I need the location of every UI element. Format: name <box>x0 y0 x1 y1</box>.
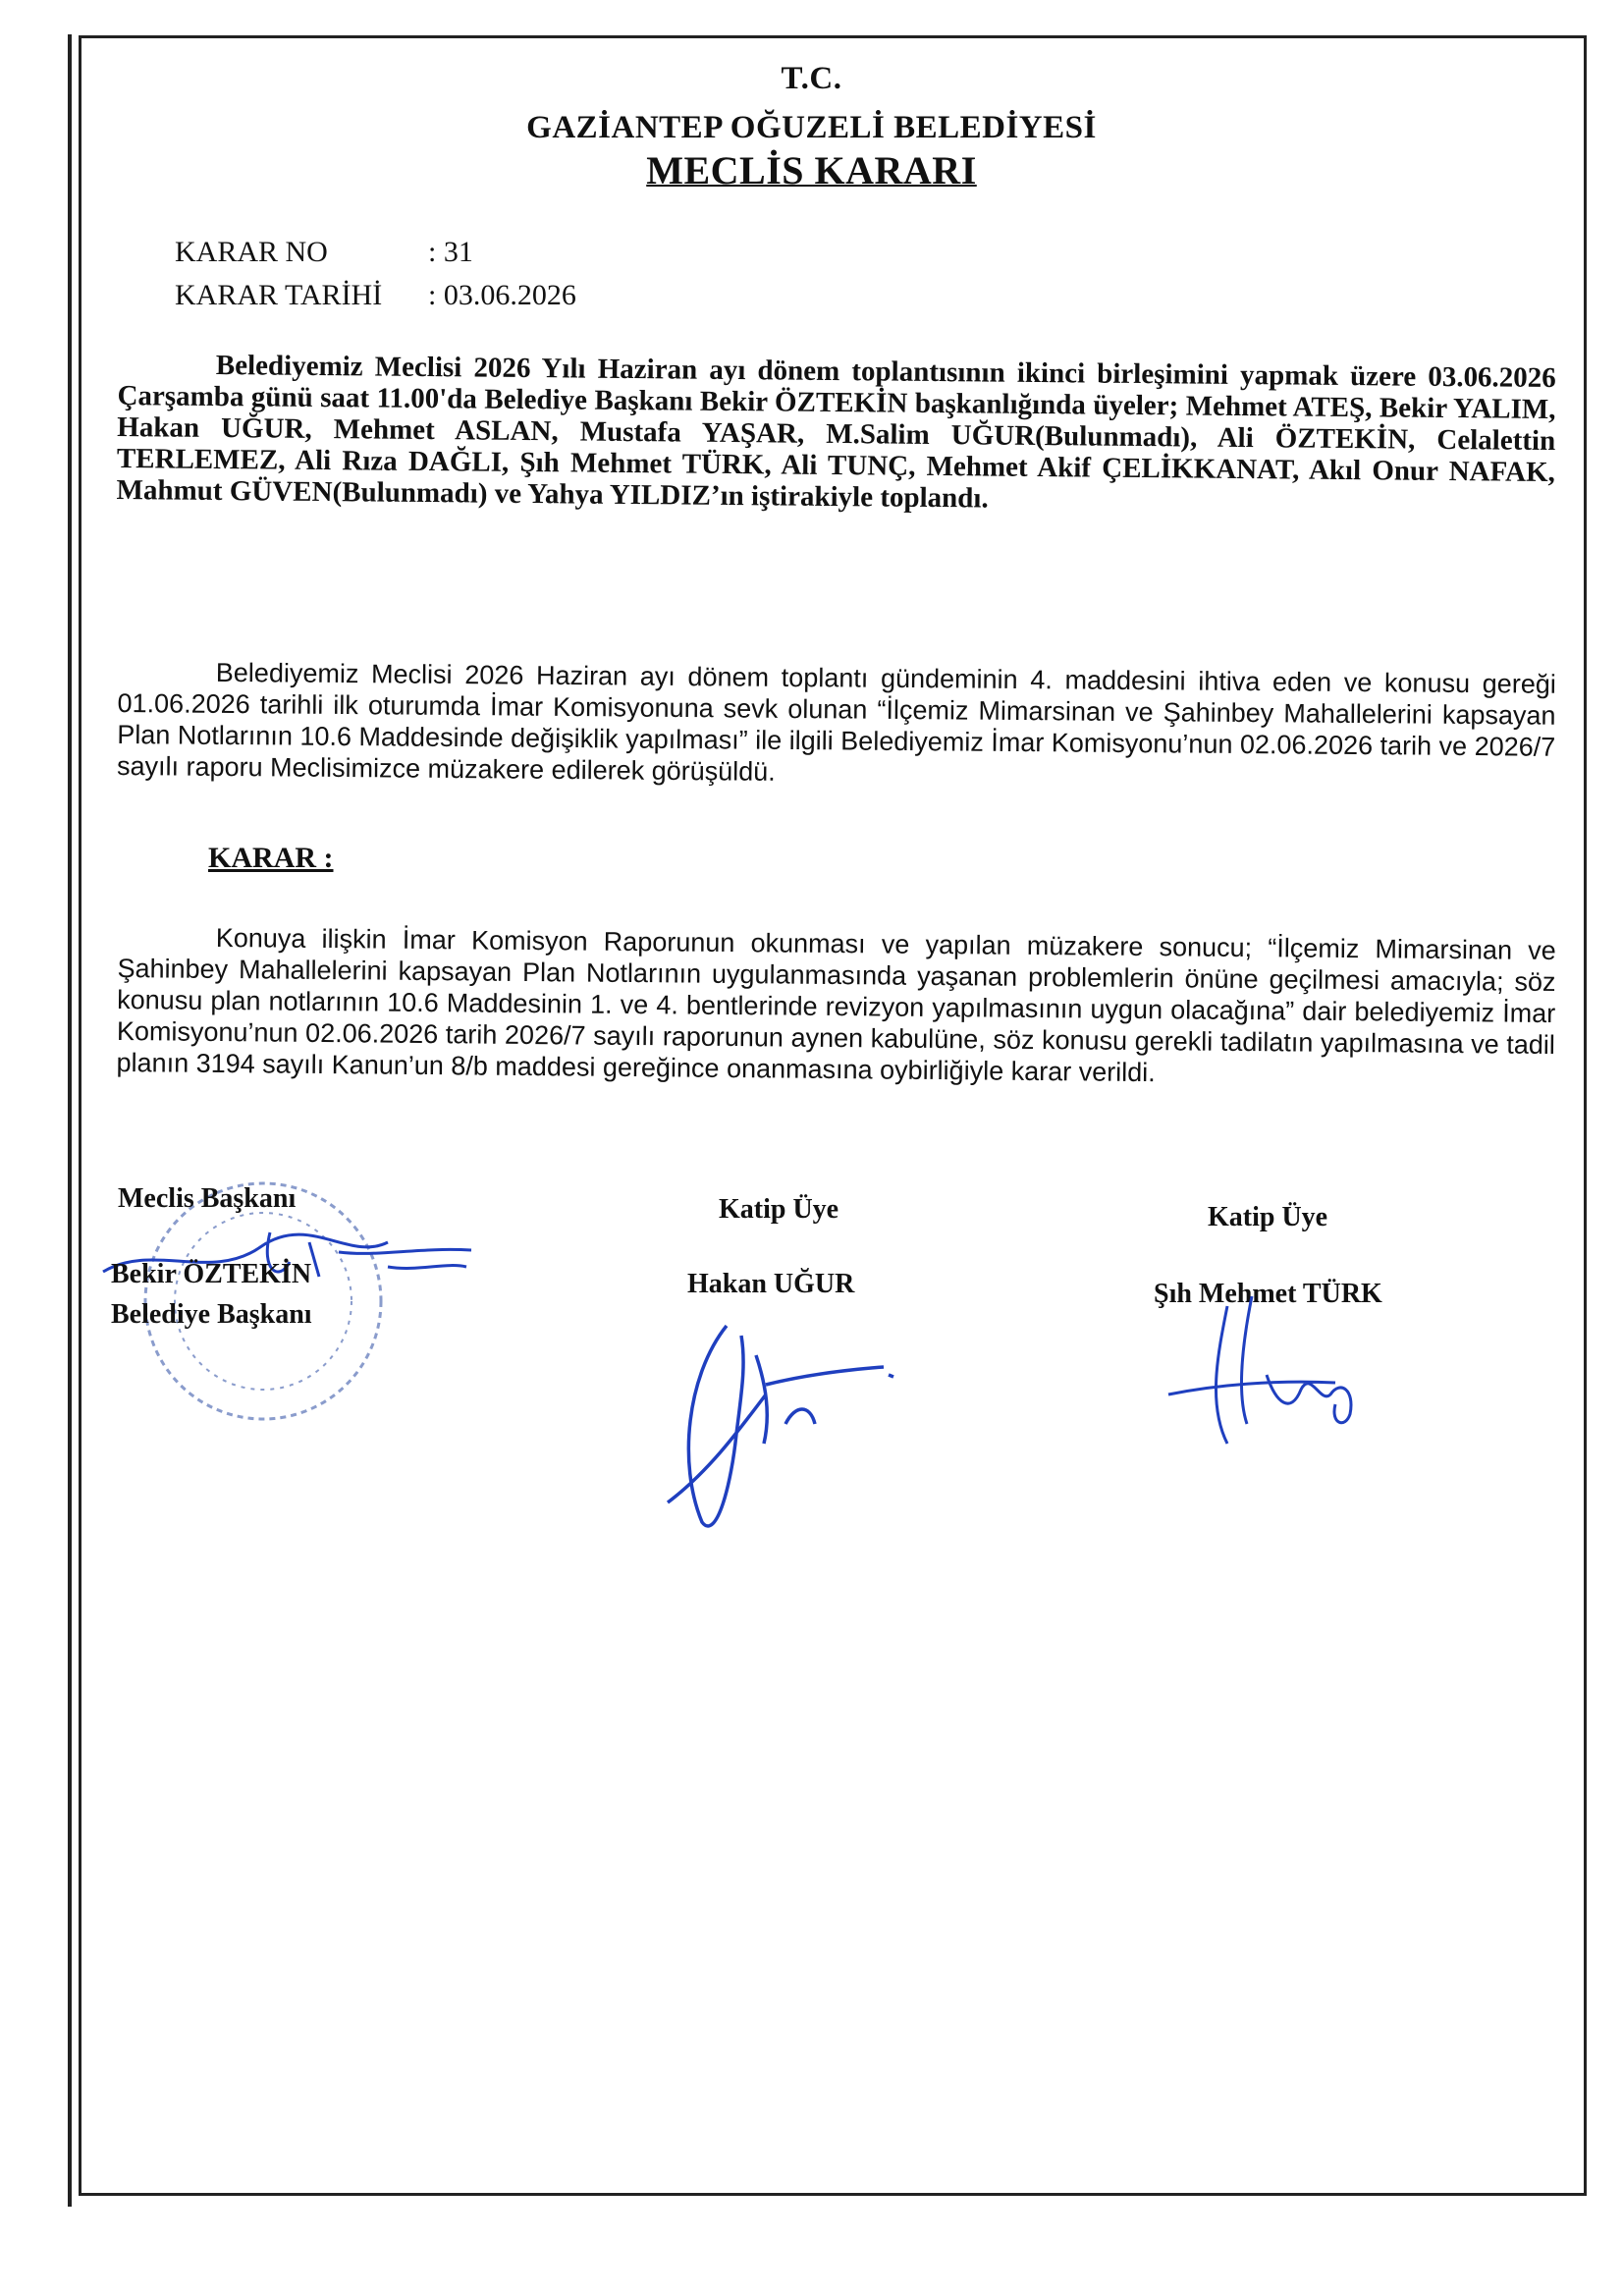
decision-date-value: : 03.06.2026 <box>428 279 576 311</box>
decision-number-row <box>175 236 473 269</box>
president-signature <box>93 1203 486 1311</box>
clerk-2-title: Katip Üye <box>1208 1202 1328 1232</box>
clerk-1-signature <box>648 1316 913 1542</box>
decision-paragraph <box>116 921 1555 1092</box>
clerk-1-name: Hakan UĞUR <box>687 1269 855 1299</box>
clerk-1-title: Katip Üye <box>719 1194 839 1225</box>
meeting-paragraph-text: Belediyemiz Meclisi 2026 Yılı Haziran ayı dönem toplantısının ikinci birleşimini yapmak üzere 03.06.2026 Çarşamba günü saat 11.00'da Belediye Başkanı Bekir ÖZTEKİN başkanlığında üyeler; Mehmet ATEŞ, Bekir YALIM, Hakan UĞUR, Mehmet ASLAN, Mustafa YAŞAR, M.Salim UĞUR(Bulunmadı), Ali ÖZTEKİN, Celalettin TERLEMEZ, Ali Rıza DAĞLI, Şıh Mehmet TÜRK, Ali TUNÇ, Mehmet Akif ÇELİKKANAT, Akıl Onur NAFAK, Mahmut GÜVEN(Bulunmadı) ve Yahya YILDIZ’ın iştirakiyle toplandı. <box>116 349 1556 515</box>
clerk-2-signature <box>1159 1296 1384 1453</box>
agenda-paragraph-text: Belediyemiz Meclisi 2026 Haziran ayı dönem toplantı gündeminin 4. maddesini ihtiva eden ve konusu gereği 01.06.2026 tarihli ilk oturumda İmar Komisyonuna sevk olunan “İlçemiz Mimarsinan ve Şahinbey Mahallelerini kapsayan Plan Notlarının 10.6 Maddesinde değişiklik yapılması” ile ilgili Belediyemiz İmar Komisyonu’nun 02.06.2026 tarih ve 2026/7 sayılı raporu Meclisimizce müzakere edilerek görüşüldü. <box>116 657 1556 787</box>
president-name: Bekir ÖZTEKİN <box>111 1259 312 1289</box>
decision-number-value: : 31 <box>428 236 473 268</box>
meeting-paragraph <box>116 349 1555 519</box>
decision-number-label: KARAR NO <box>175 236 328 268</box>
document-title: MECLİS KARARI <box>646 148 977 192</box>
header-municipality: GAZİANTEP OĞUZELİ BELEDİYESİ <box>526 110 1097 145</box>
decision-date-row <box>175 279 576 312</box>
president-role: Belediye Başkanı <box>111 1299 312 1330</box>
decision-date-label: KARAR TARİHİ <box>175 279 383 311</box>
decision-paragraph-text: Konuya ilişkin İmar Komisyon Raporunun okunması ve yapılan müzakere sonucu; “İlçemiz Mimarsinan ve Şahinbey Mahallelerini kapsayan Plan Notlarının uygulanmasında yaşanan problemlerin önüne geçilmesi amacıyla; söz konusu plan notlarının 10.6 Maddesinin 1. ve 4. bentlerinde revizyon yapılmasının uygun olacağına” dair belediyemiz İmar Komisyonu’nun 02.06.2026 tarih 2026/7 sayılı raporunun aynen kabulüne, söz konusu gerekli tadilatın yapılmasına ve tadil planın 3194 sayılı Kanun’un 8/b maddesi gereğince onanmasına oybirliğiyle karar verildi. <box>116 922 1556 1088</box>
agenda-paragraph <box>117 656 1556 794</box>
clerk-2-name: Şıh Mehmet TÜRK <box>1154 1279 1382 1309</box>
decision-heading: KARAR : <box>208 842 334 874</box>
header-tc: T.C. <box>781 61 842 96</box>
president-title: Meclis Başkanı <box>118 1183 297 1214</box>
